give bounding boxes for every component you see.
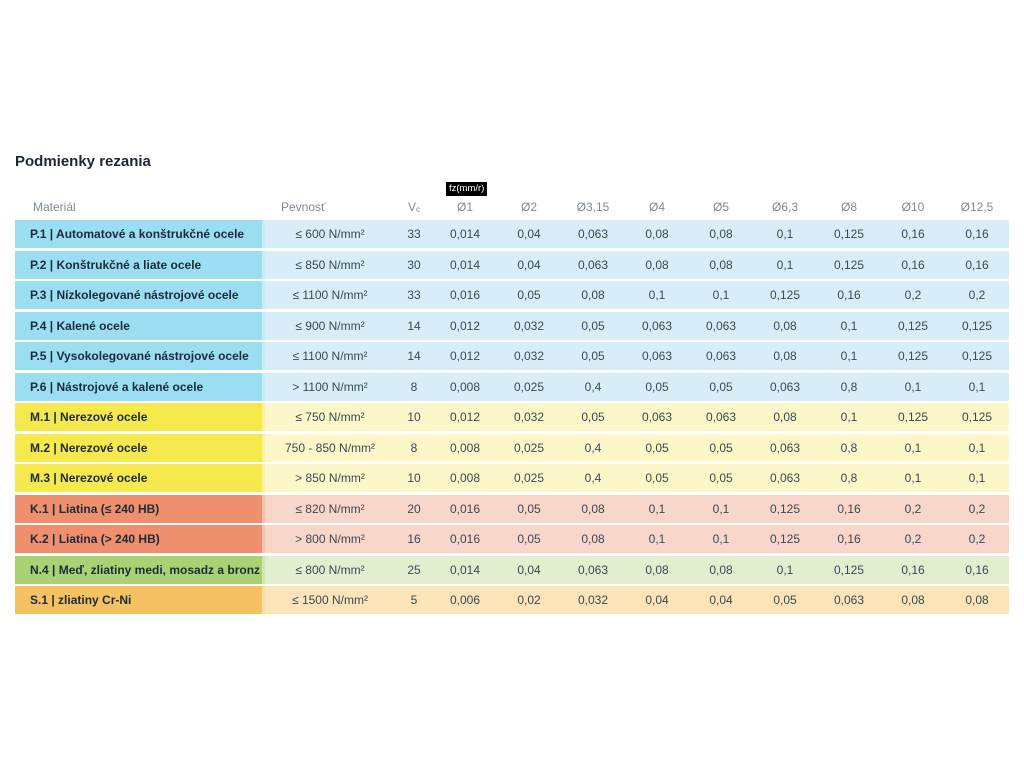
material-cell: N.4 | Meď, zliatiny medi, mosadz a bronz (15, 556, 265, 584)
feed-value-cell: 0,1 (689, 495, 753, 523)
feed-value-cell: 0,063 (753, 373, 817, 401)
feed-value-cell: 0,2 (881, 495, 945, 523)
diameter-label: Ø6,3 (771, 200, 798, 214)
feed-value-cell: 0,4 (561, 464, 625, 492)
feed-value-cell: 0,1 (881, 464, 945, 492)
feed-value-cell: 0,1 (625, 495, 689, 523)
feed-value-cell: 0,125 (945, 403, 1009, 431)
feed-value-cell: 0,063 (561, 251, 625, 279)
material-cell: K.1 | Liatina (≤ 240 HB) (15, 495, 265, 523)
diameter-label: Ø8 (840, 200, 857, 214)
strength-cell: > 1100 N/mm² (265, 373, 395, 401)
strength-cell: ≤ 800 N/mm² (265, 556, 395, 584)
material-cell: M.2 | Nerezové ocele (15, 434, 265, 462)
feed-value-cell: 0,006 (433, 586, 497, 614)
feed-value-cell: 0,063 (625, 403, 689, 431)
vc-cell: 14 (395, 312, 433, 340)
feed-value-cell: 0,1 (689, 525, 753, 553)
column-header-diameter (753, 182, 817, 220)
feed-value-cell: 0,063 (561, 556, 625, 584)
table-row (15, 495, 1009, 523)
feed-value-cell: 0,08 (945, 586, 1009, 614)
table-row (15, 251, 1009, 279)
feed-value-cell: 0,014 (433, 220, 497, 248)
feed-value-cell: 0,063 (689, 403, 753, 431)
feed-value-cell: 0,016 (433, 281, 497, 309)
feed-value-cell: 0,1 (689, 281, 753, 309)
feed-value-cell: 0,04 (497, 556, 561, 584)
feed-value-cell: 0,1 (817, 403, 881, 431)
diameter-label: Ø2 (520, 200, 537, 214)
material-cell: S.1 | zliatiny Cr-Ni (15, 586, 265, 614)
feed-value-cell: 0,05 (497, 281, 561, 309)
column-header-diameter (625, 182, 689, 220)
feed-value-cell: 0,1 (881, 373, 945, 401)
feed-value-cell: 0,08 (689, 251, 753, 279)
vc-cell: 33 (395, 281, 433, 309)
feed-value-cell: 0,008 (433, 373, 497, 401)
feed-value-cell: 0,012 (433, 342, 497, 370)
feed-value-cell: 0,125 (753, 281, 817, 309)
material-cell: P.3 | Nízkolegované nástrojové ocele (15, 281, 265, 309)
feed-value-cell: 0,08 (625, 220, 689, 248)
table-row (15, 586, 1009, 614)
feed-value-cell: 0,063 (625, 342, 689, 370)
feed-value-cell: 0,08 (561, 495, 625, 523)
feed-value-cell: 0,4 (561, 373, 625, 401)
feed-value-cell: 0,1 (945, 434, 1009, 462)
feed-value-cell: 0,063 (753, 434, 817, 462)
material-cell: P.5 | Vysokolegované nástrojové ocele (15, 342, 265, 370)
feed-value-cell: 0,032 (497, 342, 561, 370)
strength-cell: ≤ 1100 N/mm² (265, 281, 395, 309)
feed-value-cell: 0,08 (625, 556, 689, 584)
column-header-diameter (881, 182, 945, 220)
feed-value-cell: 0,16 (881, 251, 945, 279)
strength-cell: ≤ 850 N/mm² (265, 251, 395, 279)
feed-value-cell: 0,08 (625, 251, 689, 279)
feed-value-cell: 0,125 (753, 495, 817, 523)
feed-value-cell: 0,125 (881, 312, 945, 340)
feed-value-cell: 0,04 (497, 220, 561, 248)
feed-value-cell: 0,08 (561, 525, 625, 553)
feed-value-cell: 0,05 (625, 464, 689, 492)
feed-value-cell: 0,05 (625, 434, 689, 462)
vc-cell: 16 (395, 525, 433, 553)
feed-value-cell: 0,025 (497, 434, 561, 462)
feed-value-cell: 0,014 (433, 556, 497, 584)
feed-value-cell: 0,1 (753, 251, 817, 279)
strength-cell: ≤ 1500 N/mm² (265, 586, 395, 614)
cutting-conditions-table (15, 182, 1009, 617)
feed-value-cell: 0,125 (817, 220, 881, 248)
feed-value-cell: 0,125 (817, 556, 881, 584)
feed-value-cell: 0,05 (689, 464, 753, 492)
feed-value-cell: 0,05 (561, 403, 625, 431)
feed-value-cell: 0,032 (497, 312, 561, 340)
feed-value-cell: 0,025 (497, 373, 561, 401)
feed-value-cell: 0,1 (753, 220, 817, 248)
column-header-material: Materiál (33, 200, 76, 214)
feed-value-cell: 0,08 (689, 556, 753, 584)
feed-value-cell: 0,04 (625, 586, 689, 614)
feed-value-cell: 0,02 (497, 586, 561, 614)
feed-value-cell: 0,04 (497, 251, 561, 279)
vc-cell: 25 (395, 556, 433, 584)
table-row (15, 434, 1009, 462)
table-row (15, 281, 1009, 309)
table-row (15, 342, 1009, 370)
feed-value-cell: 0,2 (945, 495, 1009, 523)
diameter-label: Ø12,5 (960, 200, 994, 214)
feed-value-cell: 0,125 (881, 342, 945, 370)
feed-value-cell: 0,05 (561, 312, 625, 340)
feed-value-cell: 0,05 (561, 342, 625, 370)
vc-cell: 8 (395, 373, 433, 401)
strength-cell: ≤ 900 N/mm² (265, 312, 395, 340)
feed-value-cell: 0,1 (945, 373, 1009, 401)
column-header-diameter (497, 182, 561, 220)
feed-value-cell: 0,05 (497, 525, 561, 553)
column-header-diameter (433, 182, 497, 220)
feed-value-cell: 0,2 (945, 281, 1009, 309)
feed-value-cell: 0,1 (753, 556, 817, 584)
column-header-diameter (689, 182, 753, 220)
column-header-diameter (561, 182, 625, 220)
vc-symbol: V (407, 200, 416, 214)
feed-value-cell: 0,08 (753, 403, 817, 431)
fz-unit-badge: fz(mm/r) (446, 182, 487, 196)
diameter-label: Ø1 (456, 200, 473, 214)
vc-cell: 14 (395, 342, 433, 370)
feed-value-cell: 0,1 (945, 464, 1009, 492)
feed-value-cell: 0,16 (817, 525, 881, 553)
strength-cell: ≤ 1100 N/mm² (265, 342, 395, 370)
table-row (15, 556, 1009, 584)
feed-value-cell: 0,014 (433, 251, 497, 279)
feed-value-cell: 0,05 (689, 373, 753, 401)
material-cell: P.4 | Kalené ocele (15, 312, 265, 340)
column-header-diameter (817, 182, 881, 220)
strength-cell: > 850 N/mm² (265, 464, 395, 492)
feed-value-cell: 0,063 (689, 342, 753, 370)
feed-value-cell: 0,08 (689, 220, 753, 248)
material-cell: P.2 | Konštrukčné a liate ocele (15, 251, 265, 279)
feed-value-cell: 0,4 (561, 434, 625, 462)
feed-value-cell: 0,08 (753, 342, 817, 370)
strength-cell: 750 - 850 N/mm² (265, 434, 395, 462)
table-row (15, 464, 1009, 492)
table-header-row (15, 182, 1009, 220)
strength-cell: ≤ 600 N/mm² (265, 220, 395, 248)
feed-value-cell: 0,008 (433, 434, 497, 462)
vc-cell: 5 (395, 586, 433, 614)
feed-value-cell: 0,125 (881, 403, 945, 431)
material-cell: K.2 | Liatina (> 240 HB) (15, 525, 265, 553)
feed-value-cell: 0,16 (881, 556, 945, 584)
feed-value-cell: 0,125 (753, 525, 817, 553)
feed-value-cell: 0,032 (497, 403, 561, 431)
feed-value-cell: 0,05 (689, 434, 753, 462)
feed-value-cell: 0,04 (689, 586, 753, 614)
feed-value-cell: 0,16 (881, 220, 945, 248)
column-header-vc (395, 182, 433, 220)
feed-value-cell: 0,8 (817, 464, 881, 492)
feed-value-cell: 0,16 (817, 495, 881, 523)
table-body (15, 220, 1009, 614)
feed-value-cell: 0,063 (625, 312, 689, 340)
feed-value-cell: 0,2 (881, 525, 945, 553)
feed-value-cell: 0,1 (817, 312, 881, 340)
vc-cell: 30 (395, 251, 433, 279)
table-row (15, 373, 1009, 401)
vc-cell: 10 (395, 464, 433, 492)
feed-value-cell: 0,016 (433, 525, 497, 553)
diameter-label: Ø5 (712, 200, 729, 214)
feed-value-cell: 0,1 (817, 342, 881, 370)
feed-value-cell: 0,063 (689, 312, 753, 340)
feed-value-cell: 0,2 (945, 525, 1009, 553)
feed-value-cell: 0,05 (497, 495, 561, 523)
feed-value-cell: 0,063 (817, 586, 881, 614)
diameter-label: Ø10 (901, 200, 925, 214)
table-row (15, 220, 1009, 248)
feed-value-cell: 0,032 (561, 586, 625, 614)
feed-value-cell: 0,08 (881, 586, 945, 614)
feed-value-cell: 0,8 (817, 434, 881, 462)
feed-value-cell: 0,125 (945, 342, 1009, 370)
material-cell: P.1 | Automatové a konštrukčné ocele (15, 220, 265, 248)
material-cell: M.3 | Nerezové ocele (15, 464, 265, 492)
feed-value-cell: 0,016 (433, 495, 497, 523)
material-cell: M.1 | Nerezové ocele (15, 403, 265, 431)
vc-cell: 33 (395, 220, 433, 248)
feed-value-cell: 0,063 (753, 464, 817, 492)
material-cell: P.6 | Nástrojové a kalené ocele (15, 373, 265, 401)
feed-value-cell: 0,008 (433, 464, 497, 492)
feed-value-cell: 0,08 (561, 281, 625, 309)
column-header-diameter (945, 182, 1009, 220)
feed-value-cell: 0,125 (817, 251, 881, 279)
feed-value-cell: 0,012 (433, 312, 497, 340)
feed-value-cell: 0,1 (625, 281, 689, 309)
feed-value-cell: 0,16 (817, 281, 881, 309)
vc-cell: 20 (395, 495, 433, 523)
column-header-strength: Pevnosť (281, 200, 326, 214)
feed-value-cell: 0,125 (945, 312, 1009, 340)
strength-cell: ≤ 750 N/mm² (265, 403, 395, 431)
table-row (15, 403, 1009, 431)
table-row (15, 525, 1009, 553)
feed-value-cell: 0,16 (945, 220, 1009, 248)
feed-value-cell: 0,1 (881, 434, 945, 462)
vc-subscript: c (416, 205, 420, 214)
diameter-label: Ø3,15 (576, 200, 610, 214)
strength-cell: ≤ 820 N/mm² (265, 495, 395, 523)
feed-value-cell: 0,063 (561, 220, 625, 248)
vc-cell: 10 (395, 403, 433, 431)
table-row (15, 312, 1009, 340)
feed-value-cell: 0,16 (945, 251, 1009, 279)
feed-value-cell: 0,012 (433, 403, 497, 431)
feed-value-cell: 0,08 (753, 312, 817, 340)
feed-value-cell: 0,16 (945, 556, 1009, 584)
feed-value-cell: 0,05 (753, 586, 817, 614)
feed-value-cell: 0,05 (625, 373, 689, 401)
page-title: Podmienky rezania (15, 153, 151, 170)
feed-value-cell: 0,1 (625, 525, 689, 553)
feed-value-cell: 0,2 (881, 281, 945, 309)
diameter-label: Ø4 (648, 200, 665, 214)
vc-cell: 8 (395, 434, 433, 462)
feed-value-cell: 0,8 (817, 373, 881, 401)
feed-value-cell: 0,025 (497, 464, 561, 492)
strength-cell: > 800 N/mm² (265, 525, 395, 553)
